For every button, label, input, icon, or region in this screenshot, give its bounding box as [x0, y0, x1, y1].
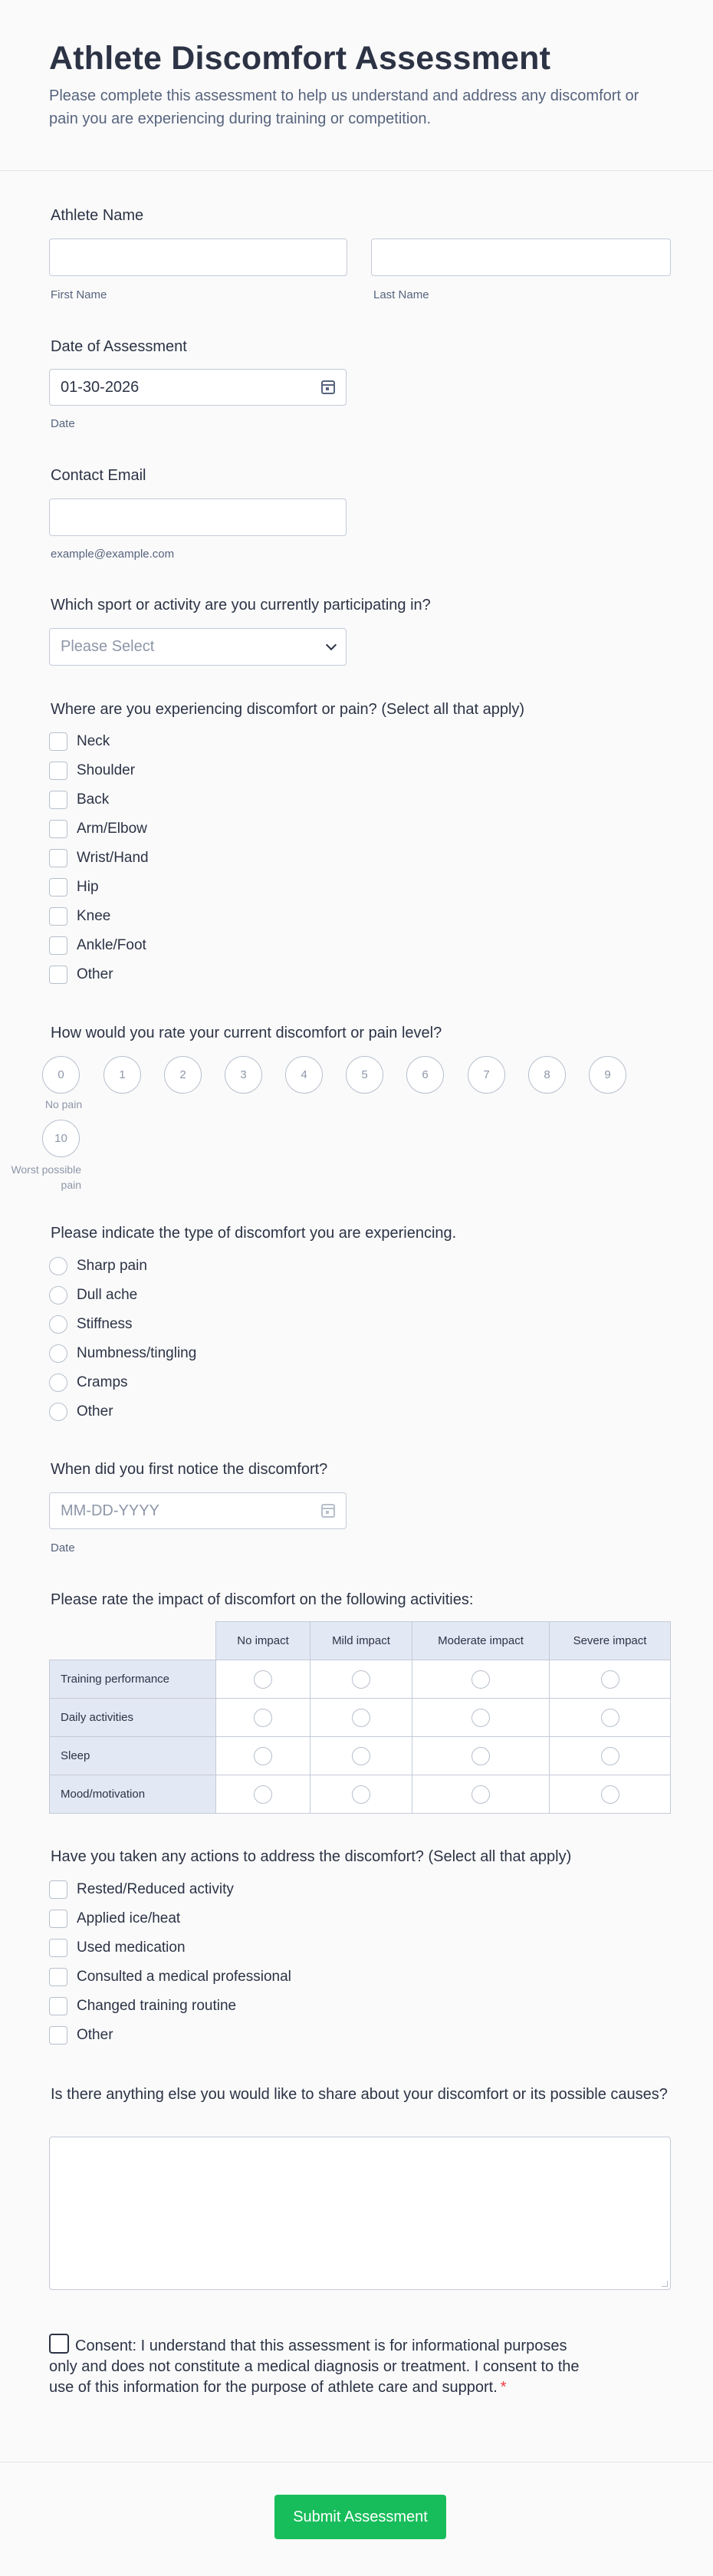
actions-label: Have you taken any actions to address the discomfort? (Select all that apply) — [51, 1848, 572, 1865]
matrix-radio[interactable] — [352, 1785, 370, 1804]
matrix-radio[interactable] — [352, 1709, 370, 1727]
consent-checkbox[interactable] — [49, 2334, 69, 2354]
pain-scale-option-3[interactable]: 3 — [225, 1056, 262, 1094]
matrix-row-label: Mood/motivation — [50, 1775, 216, 1814]
matrix-header-row — [50, 1622, 671, 1660]
matrix-column-header: No impact — [216, 1622, 310, 1660]
action-option-other[interactable]: Other — [49, 2021, 291, 2050]
action-option-training-routine[interactable]: Changed training routine — [49, 1992, 291, 2021]
matrix-radio[interactable] — [601, 1670, 619, 1689]
assessment-date-sublabel: Date — [51, 417, 75, 430]
pain-scale-option-6[interactable]: 6 — [406, 1056, 444, 1094]
pain-scale-high-label: Worst possible pain — [11, 1163, 81, 1191]
action-option-medical-professional[interactable]: Consulted a medical professional — [49, 1962, 291, 1992]
pain-scale-option-5[interactable]: 5 — [346, 1056, 383, 1094]
type-option-dull-ache[interactable]: Dull ache — [49, 1281, 196, 1310]
radio[interactable] — [49, 1344, 67, 1363]
action-option-rested[interactable]: Rested/Reduced activity — [49, 1875, 291, 1904]
radio[interactable] — [49, 1286, 67, 1304]
discomfort-type-label: Please indicate the type of discomfort you are experiencing. — [51, 1225, 457, 1242]
type-option-cramps[interactable]: Cramps — [49, 1368, 196, 1397]
matrix-radio[interactable] — [601, 1785, 619, 1804]
sport-select[interactable] — [49, 628, 347, 666]
location-label: Where are you experiencing discomfort or pain? (Select all that apply) — [51, 701, 525, 718]
matrix-radio[interactable] — [601, 1709, 619, 1727]
submit-button[interactable]: Submit Assessment — [274, 2495, 446, 2539]
location-option-shoulder[interactable]: Shoulder — [49, 756, 149, 785]
required-asterisk: * — [500, 2379, 507, 2396]
location-option-ankle-foot[interactable]: Ankle/Foot — [49, 931, 149, 960]
type-option-stiffness[interactable]: Stiffness — [49, 1310, 196, 1339]
checkbox[interactable] — [49, 1910, 67, 1928]
checkbox[interactable] — [49, 2026, 67, 2045]
table-row — [50, 1699, 671, 1737]
location-option-knee[interactable]: Knee — [49, 902, 149, 931]
type-option-numbness[interactable]: Numbness/tingling — [49, 1339, 196, 1368]
chevron-down-icon — [326, 639, 337, 650]
checkbox[interactable] — [49, 1997, 67, 2015]
checkbox[interactable] — [49, 732, 67, 751]
matrix-radio[interactable] — [352, 1670, 370, 1689]
first-notice-label: When did you first notice the discomfort? — [51, 1461, 328, 1478]
email-sublabel: example@example.com — [51, 548, 175, 561]
discomfort-type-options — [49, 1252, 196, 1426]
matrix-column-header: Mild impact — [310, 1622, 412, 1660]
matrix-radio[interactable] — [254, 1785, 272, 1804]
notes-textarea[interactable] — [49, 2137, 671, 2290]
checkbox[interactable] — [49, 936, 67, 955]
checkbox[interactable] — [49, 820, 67, 838]
location-option-back[interactable]: Back — [49, 785, 149, 814]
checkbox[interactable] — [49, 966, 67, 984]
table-row — [50, 1737, 671, 1775]
calendar-icon[interactable] — [321, 380, 335, 394]
notes-label: Is there anything else you would like to share about your discomfort or its possible causes? — [51, 2086, 668, 2103]
assessment-date-input[interactable] — [49, 369, 347, 406]
checkbox[interactable] — [49, 1968, 67, 1986]
matrix-radio[interactable] — [254, 1670, 272, 1689]
location-option-other[interactable]: Other — [49, 960, 149, 989]
checkbox[interactable] — [49, 878, 67, 897]
action-option-medication[interactable]: Used medication — [49, 1933, 291, 1962]
matrix-radio[interactable] — [601, 1747, 619, 1765]
matrix-row-label: Training performance — [50, 1660, 216, 1699]
last-name-sublabel: Last Name — [373, 288, 429, 301]
first-notice-date-input[interactable] — [49, 1492, 347, 1529]
matrix-radio[interactable] — [472, 1785, 490, 1804]
checkbox[interactable] — [49, 849, 67, 867]
type-option-sharp-pain[interactable]: Sharp pain — [49, 1252, 196, 1281]
radio[interactable] — [49, 1257, 67, 1275]
form-title: Athlete Discomfort Assessment — [49, 40, 551, 77]
radio[interactable] — [49, 1315, 67, 1334]
pain-scale-option-9[interactable]: 9 — [589, 1056, 626, 1094]
pain-scale-option-0[interactable]: 0 — [42, 1056, 80, 1094]
pain-scale-label: How would you rate your current discomfort or pain level? — [51, 1025, 442, 1041]
actions-options — [49, 1875, 291, 2050]
matrix-radio[interactable] — [472, 1747, 490, 1765]
matrix-radio[interactable] — [472, 1709, 490, 1727]
matrix-column-header: Moderate impact — [412, 1622, 550, 1660]
consent-text: Consent: I understand that this assessment is for informational purposes only and does not constitute a medical diagnosis or treatment. I consent to the use of this information for the purpose of athlete care and support. — [49, 2337, 580, 2396]
checkbox[interactable] — [49, 1880, 67, 1899]
radio[interactable] — [49, 1374, 67, 1392]
assessment-date-label: Date of Assessment — [51, 338, 187, 355]
table-row — [50, 1775, 671, 1814]
impact-label: Please rate the impact of discomfort on the following activities: — [51, 1591, 474, 1608]
radio[interactable] — [49, 1403, 67, 1421]
first-name-input[interactable] — [49, 239, 347, 276]
location-option-hip[interactable]: Hip — [49, 873, 149, 902]
matrix-row-label: Sleep — [50, 1737, 216, 1775]
pain-scale-option-4[interactable]: 4 — [285, 1056, 323, 1094]
email-field[interactable] — [49, 498, 347, 536]
matrix-row-label: Daily activities — [50, 1699, 216, 1737]
location-option-neck[interactable]: Neck — [49, 727, 149, 756]
checkbox[interactable] — [49, 907, 67, 926]
table-row — [50, 1660, 671, 1699]
form-description: Please complete this assessment to help us understand and address any discomfort or pain you are experiencing during training or competition. — [49, 87, 639, 127]
first-name-sublabel: First Name — [51, 288, 107, 301]
matrix-radio[interactable] — [352, 1747, 370, 1765]
matrix-radio[interactable] — [254, 1709, 272, 1727]
matrix-column-header: Severe impact — [550, 1622, 671, 1660]
location-options — [49, 727, 149, 989]
checkbox[interactable] — [49, 1939, 67, 1957]
form-header — [0, 0, 713, 171]
calendar-icon[interactable] — [321, 1504, 335, 1518]
checkbox[interactable] — [49, 762, 67, 780]
action-option-ice-heat[interactable]: Applied ice/heat — [49, 1904, 291, 1933]
consent-field — [49, 2334, 586, 2398]
pain-scale-option-2[interactable]: 2 — [164, 1056, 202, 1094]
pain-scale-option-10[interactable]: 10 — [42, 1120, 80, 1157]
sport-label: Which sport or activity are you currently participating in? — [51, 597, 431, 614]
first-notice-placeholder: MM-DD-YYYY — [61, 1502, 159, 1519]
matrix-radio[interactable] — [472, 1670, 490, 1689]
athlete-name-label: Athlete Name — [51, 207, 144, 224]
resize-handle-icon[interactable] — [662, 2281, 668, 2287]
pain-scale-option-1[interactable]: 1 — [104, 1056, 141, 1094]
email-label: Contact Email — [51, 467, 146, 484]
last-name-input[interactable] — [371, 239, 671, 276]
type-option-other[interactable]: Other — [49, 1397, 196, 1426]
sport-select-placeholder: Please Select — [61, 638, 155, 655]
location-option-wrist-hand[interactable]: Wrist/Hand — [49, 844, 149, 873]
impact-matrix — [49, 1621, 671, 1814]
pain-scale-option-7[interactable]: 7 — [468, 1056, 505, 1094]
pain-scale-low-label: No pain — [44, 1098, 83, 1110]
first-notice-sublabel: Date — [51, 1541, 75, 1554]
pain-scale-option-8[interactable]: 8 — [528, 1056, 566, 1094]
checkbox[interactable] — [49, 791, 67, 809]
matrix-radio[interactable] — [254, 1747, 272, 1765]
assessment-date-value: 01-30-2026 — [61, 378, 140, 396]
location-option-arm-elbow[interactable]: Arm/Elbow — [49, 814, 149, 844]
